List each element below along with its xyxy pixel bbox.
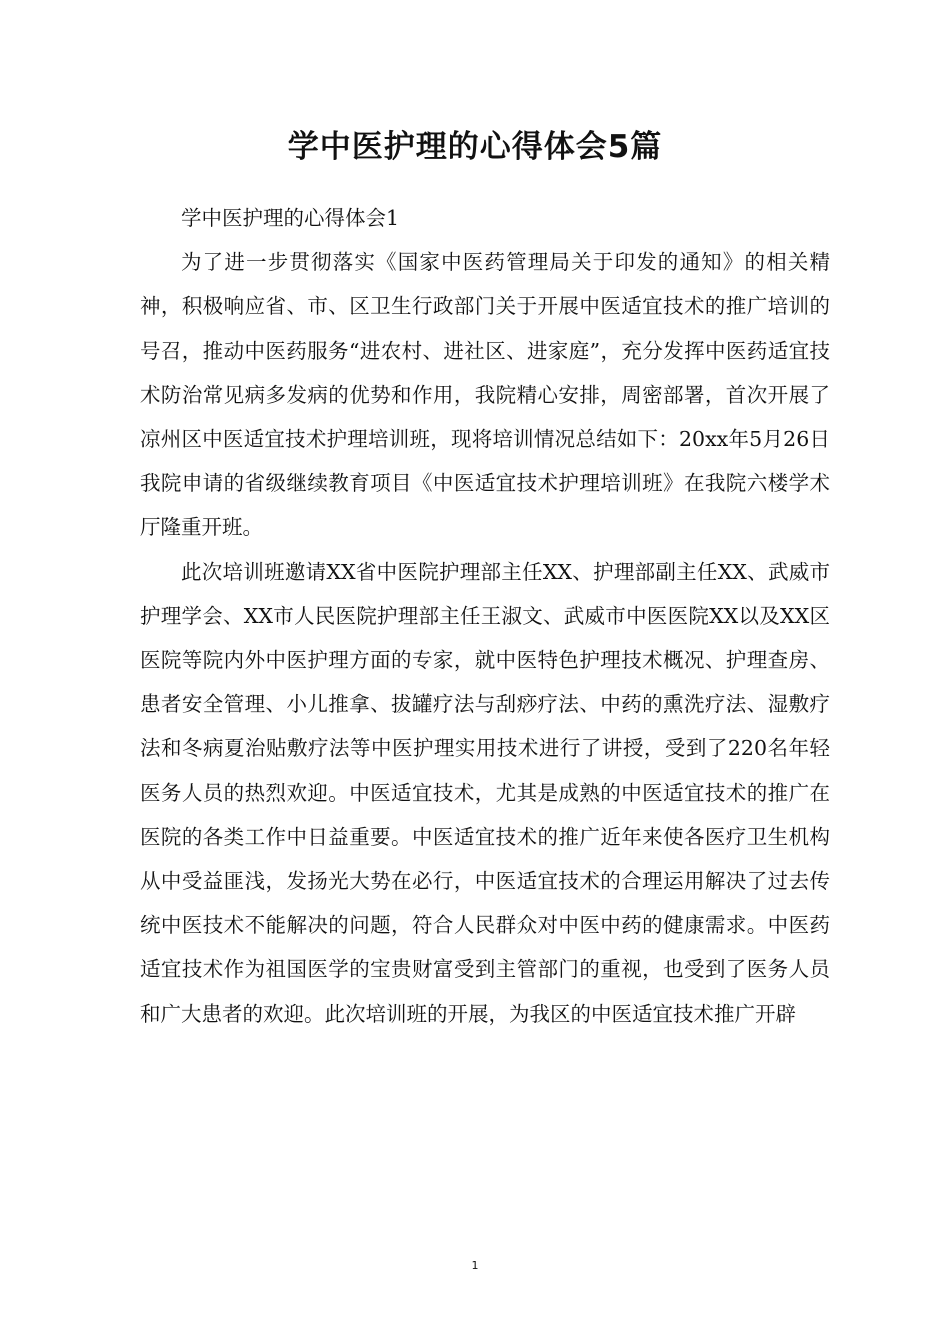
paragraph-2: 此次培训班邀请XX省中医院护理部主任XX、护理部副主任XX、武威市护理学会、XX市人民医院护理部主任王淑文、武威市中医医院XX以及XX区医院等院内外中医护理方面的专家，就中医特色护理技术概况、护理查房、患者安全管理、小儿推拿、拔罐疗法与刮痧疗法、中药的熏洗疗法、湿敷疗法和冬病夏治贴敷疗法等中医护理实用技术进行了讲授，受到了220名年轻医务人员的热烈欢迎。中医适宜技术，尤其是成熟的中医适宜技术的推广在医院的各类工作中日益重要。中医适宜技术的推广近年来使各医疗卫生机构从中受益匪浅，发扬光大势在必行，中医适宜技术的合理运用解决了过去传统中医技术不能解决的问题，符合人民群众对中医中药的健康需求。中医药适宜技术作为祖国医学的宝贵财富受到主管部门的重视，也受到了医务人员和广大患者的欢迎。此次培训班的开展，为我区的中医适宜技术推广开辟 — [140, 559, 830, 1026]
section-heading: 学中医护理的心得体会1 — [181, 206, 400, 230]
document-body — [140, 196, 830, 1036]
document-title: 学中医护理的心得体会5篇 — [287, 129, 663, 165]
page-number: 1 — [471, 1259, 479, 1272]
paragraph-1: 为了进一步贯彻落实《国家中医药管理局关于印发的通知》的相关精神，积极响应省、市、区卫生行政部门关于开展中医适宜技术的推广培训的号召，推动中医药服务“进农村、进社区、进家庭”，充分发挥中医药适宜技术防治常见病多发病的优势和作用，我院精心安排，周密部署，首次开展了凉州区中医适宜技术护理培训班，现将培训情况总结如下：20xx年5月26日我院申请的省级继续教育项目《中医适宜技术护理培训班》在我院六楼学术厅隆重开班。 — [140, 250, 830, 540]
